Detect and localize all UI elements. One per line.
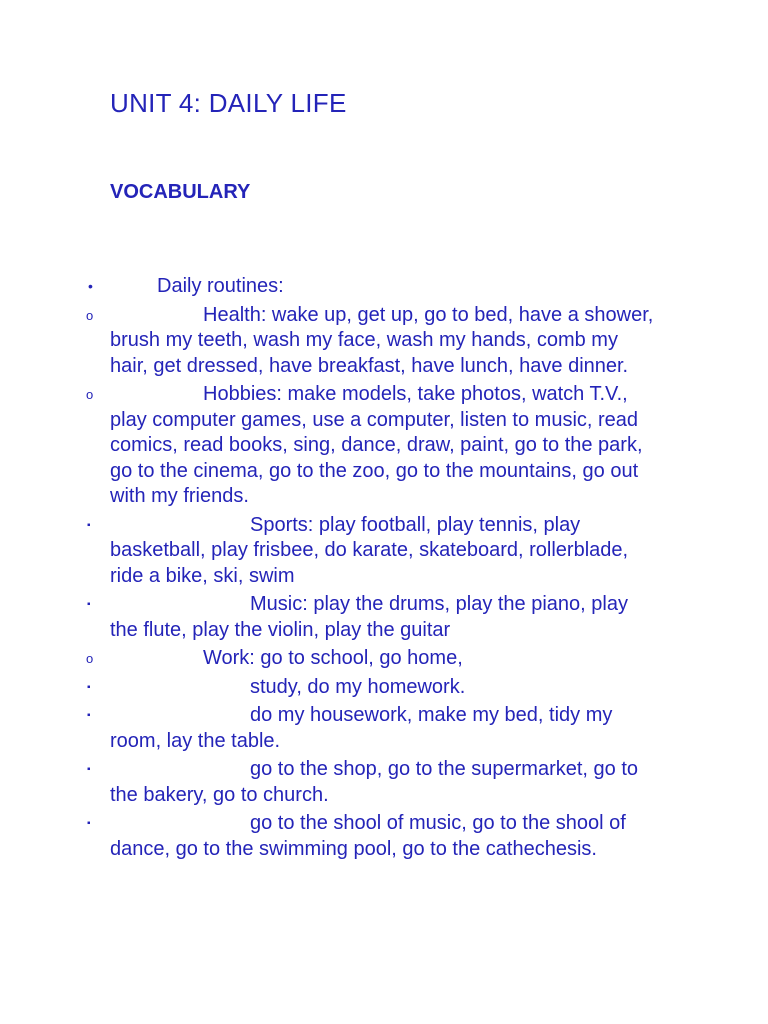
page-title: UNIT 4: DAILY LIFE	[110, 88, 347, 118]
list-item-text: Hobbies: make models, take photos, watch T.V., play computer games, use a computer, listen to music, read comics, read books, sing, dance, draw, paint, go to the park, go to the cinema, go to the zoo, go to the mountains, go out with my friends.	[110, 383, 643, 507]
list-item-text: study, do my homework.	[250, 675, 466, 698]
circle-bullet-icon: o	[86, 387, 94, 402]
list-item	[0, 675, 768, 701]
list-item-text: go to the shop, go to the supermarket, go to the bakery, go to church.	[110, 758, 639, 806]
list-item	[0, 757, 768, 808]
list-item-text: go to the shool of music, go to the shool of dance, go to the swimming pool, go to the cathechesis.	[110, 812, 626, 860]
bullet-icon: •	[88, 278, 93, 294]
square-bullet-icon: ▪	[87, 818, 91, 829]
list-item	[0, 513, 768, 590]
list-item-text: Music: play the drums, play the piano, play the flute, play the violin, play the guitar	[110, 593, 628, 641]
list-item-text: Sports: play football, play tennis, play basketball, play frisbee, do karate, skateboard, rollerblade, ride a bike, ski, swim	[110, 513, 629, 587]
list-item-text: Daily routines:	[157, 275, 284, 297]
list-item-text: Health: wake up, get up, go to bed, have a shower, brush my teeth, wash my face, wash my hands, comb my hair, get dressed, have breakfast, have lunch, have dinner.	[110, 303, 654, 377]
square-bullet-icon: ▪	[87, 599, 91, 610]
circle-bullet-icon: o	[86, 651, 94, 666]
list-item	[0, 274, 768, 300]
list-item	[0, 646, 768, 672]
vocabulary-list	[0, 274, 768, 865]
list-item-text: do my housework, make my bed, tidy my room, lay the table.	[110, 704, 613, 752]
list-item	[0, 811, 768, 862]
list-item-text: Work: go to school, go home,	[203, 647, 463, 669]
square-bullet-icon: ▪	[87, 764, 91, 775]
square-bullet-icon: ▪	[87, 681, 91, 693]
square-bullet-icon: ▪	[87, 710, 91, 721]
list-item	[0, 303, 768, 380]
circle-bullet-icon: o	[86, 307, 94, 323]
square-bullet-icon: ▪	[87, 519, 91, 531]
list-item	[0, 592, 768, 643]
list-item	[0, 703, 768, 754]
section-heading: VOCABULARY	[110, 181, 251, 203]
list-item	[0, 382, 768, 510]
